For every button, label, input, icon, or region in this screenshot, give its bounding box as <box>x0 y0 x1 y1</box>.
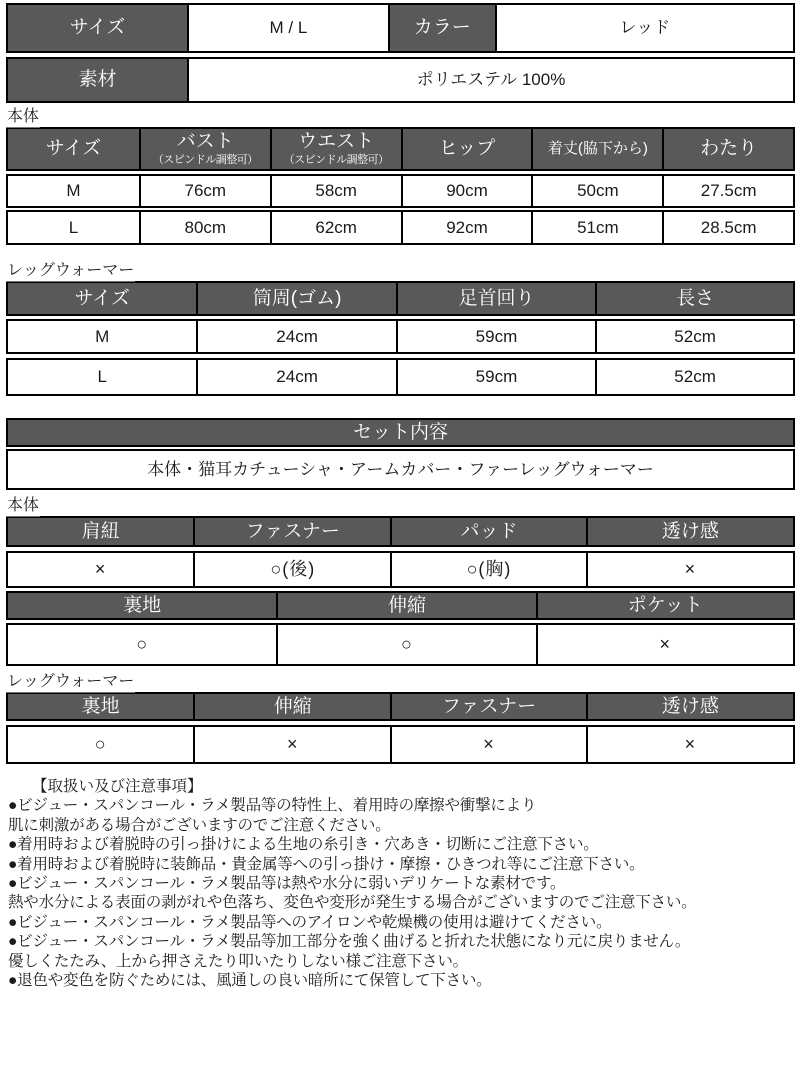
size-header-cell: サイズ <box>8 5 187 51</box>
feat-header-pocket: ポケット <box>536 593 793 618</box>
feat-header-stretch: 伸縮 <box>276 593 535 618</box>
precautions-section <box>6 777 795 990</box>
col-header-waist <box>270 129 401 169</box>
feat-header-lining: 裏地 <box>8 593 276 618</box>
spec-row-size-color <box>6 3 795 53</box>
lw-col-header-length: 長さ <box>595 283 793 314</box>
precaution-line: ●着用時および着脱時に装飾品・貴金属等への引っ掛け・摩擦・ひきつれ等にご注意下さい。 <box>8 855 645 873</box>
lw-feat-value-stretch: × <box>193 727 390 762</box>
bust-m-cell: 76cm <box>139 176 270 206</box>
hontai-features-section <box>6 492 795 516</box>
hontai-features-label: 本体 <box>6 496 40 517</box>
precaution-line: ●ビジュー・スパンコール・ラメ製品等へのアイロンや乾燥機の使用は避けてください。 <box>8 913 612 931</box>
lw-col-header-ankle: 足首回り <box>396 283 595 314</box>
feat-value-strap: × <box>94 559 107 580</box>
lw-feat-header-fastener: ファスナー <box>390 694 585 719</box>
legwarmer-features-label: レッグウォーマー <box>6 672 135 693</box>
hip-l-cell: 92cm <box>401 212 532 243</box>
precautions-title: 【取扱い及び注意事項】 <box>32 778 203 795</box>
precaution-line: 優しくたたみ、上から押さえたり叩いたりしない様ご注意下さい。 <box>8 952 468 970</box>
legwarmer-size-section <box>6 257 795 281</box>
precaution-line: 肌に刺激がある場合がございますのでご注意ください。 <box>8 816 391 834</box>
hontai-size-row-l <box>6 210 795 245</box>
feat-value-lining: ○ <box>136 634 149 655</box>
precaution-line: 熱や水分による表面の剥がれや色落ち、変色や変形が発生する場合がございますのでご注意下さい。 <box>8 894 697 912</box>
col-header-hip: ヒップ <box>401 129 532 169</box>
legwarmer-size-label: レッグウォーマー <box>6 261 135 282</box>
lw-tube-l-cell: 24cm <box>196 360 395 394</box>
lw-ankle-m-cell: 59cm <box>396 321 595 352</box>
legwarmer-size-row-m <box>6 319 795 354</box>
lw-tube-m-cell: 24cm <box>196 321 395 352</box>
hontai-size-header-row <box>6 127 795 171</box>
set-contents-value-row <box>6 449 795 490</box>
legwarmer-size-row-l <box>6 358 795 396</box>
feat-value-pad: ○(胸) <box>390 553 585 586</box>
feat-value-fastener: ○(後) <box>193 553 390 586</box>
hontai-features-header-row-2 <box>6 591 795 620</box>
set-contents-header: セット内容 <box>8 420 793 445</box>
lw-length-l-cell: 52cm <box>595 360 793 394</box>
precaution-line: ●ビジュー・スパンコール・ラメ製品等の特性上、着用時の摩擦や衝撃により <box>8 797 537 815</box>
spec-row-material <box>6 57 795 103</box>
col-header-bust <box>139 129 270 169</box>
lw-feat-header-lining: 裏地 <box>8 694 193 719</box>
lw-feat-header-sheer: 透け感 <box>586 694 793 719</box>
size-l-cell: L <box>68 217 79 237</box>
lw-length-m-cell: 52cm <box>595 321 793 352</box>
waist-m-cell: 58cm <box>270 176 401 206</box>
bust-l-cell: 80cm <box>139 212 270 243</box>
size-m-cell: M <box>66 181 81 201</box>
col-header-bust-sub: （スピンドル調整可） <box>152 154 258 167</box>
lw-feat-value-lining: ○ <box>94 734 107 755</box>
hip-m-cell: 90cm <box>401 176 532 206</box>
feat-header-pad: パッド <box>390 518 585 545</box>
precaution-line: ●ビジュー・スパンコール・ラメ製品等加工部分を強く曲げると折れた状態になり元に戻りません。 <box>8 933 691 951</box>
color-value-cell: レッド <box>495 5 793 51</box>
legwarmer-features-header-row <box>6 692 795 721</box>
col-header-watari: わたり <box>662 129 793 169</box>
length-l-cell: 51cm <box>531 212 662 243</box>
waist-l-cell: 62cm <box>270 212 401 243</box>
hontai-features-value-row-1 <box>6 551 795 588</box>
color-header-cell: カラー <box>388 5 495 51</box>
lw-feat-header-stretch: 伸縮 <box>193 694 390 719</box>
feat-header-sheer: 透け感 <box>586 518 793 545</box>
lw-col-header-tube: 筒周(ゴム) <box>196 283 395 314</box>
col-header-length: 着丈(脇下から) <box>531 129 662 169</box>
material-value-cell: ポリエステル 100% <box>187 59 793 101</box>
size-value-cell: M / L <box>187 5 388 51</box>
hontai-features-header-row-1 <box>6 516 795 547</box>
hontai-size-section <box>6 103 795 127</box>
set-contents-value: 本体・猫耳カチューシャ・アームカバー・ファーレッグウォーマー <box>147 459 654 479</box>
precaution-line: ●ビジュー・スパンコール・ラメ製品等は熱や水分に弱いデリケートな素材です。 <box>8 875 566 893</box>
precaution-line: ●退色や変色を防ぐためには、風通しの良い暗所にて保管して下さい。 <box>8 972 492 990</box>
legwarmer-features-value-row <box>6 725 795 764</box>
lw-ankle-l-cell: 59cm <box>396 360 595 394</box>
legwarmer-size-header-row <box>6 281 795 316</box>
set-contents-header-row <box>6 418 795 447</box>
hontai-features-value-row-2 <box>6 623 795 666</box>
col-header-size: サイズ <box>8 129 139 169</box>
precaution-line: ●着用時および着脱時の引っ掛けによる生地の糸引き・穴あき・切断にご注意下さい。 <box>8 836 599 854</box>
lw-col-header-size: サイズ <box>8 283 196 314</box>
col-header-waist-main: ウエスト <box>298 131 375 153</box>
lw-size-m-cell: M <box>95 326 110 346</box>
watari-m-cell: 27.5cm <box>662 176 793 206</box>
lw-feat-value-sheer: × <box>586 727 793 762</box>
feat-value-pocket: × <box>536 625 793 664</box>
hontai-size-row-m <box>6 174 795 208</box>
material-header-cell: 素材 <box>8 59 187 101</box>
lw-feat-value-fastener: × <box>390 727 585 762</box>
feat-header-fastener: ファスナー <box>193 518 390 545</box>
watari-l-cell: 28.5cm <box>662 212 793 243</box>
feat-value-sheer: × <box>586 553 793 586</box>
col-header-waist-sub: （スピンドル調整可） <box>283 154 389 167</box>
feat-header-strap: 肩紐 <box>8 518 193 545</box>
feat-value-stretch: ○ <box>276 625 535 664</box>
hontai-size-label: 本体 <box>6 107 40 128</box>
lw-size-l-cell: L <box>97 367 107 387</box>
col-header-bust-main: バスト <box>176 131 234 153</box>
length-m-cell: 50cm <box>531 176 662 206</box>
legwarmer-features-section <box>6 668 795 692</box>
